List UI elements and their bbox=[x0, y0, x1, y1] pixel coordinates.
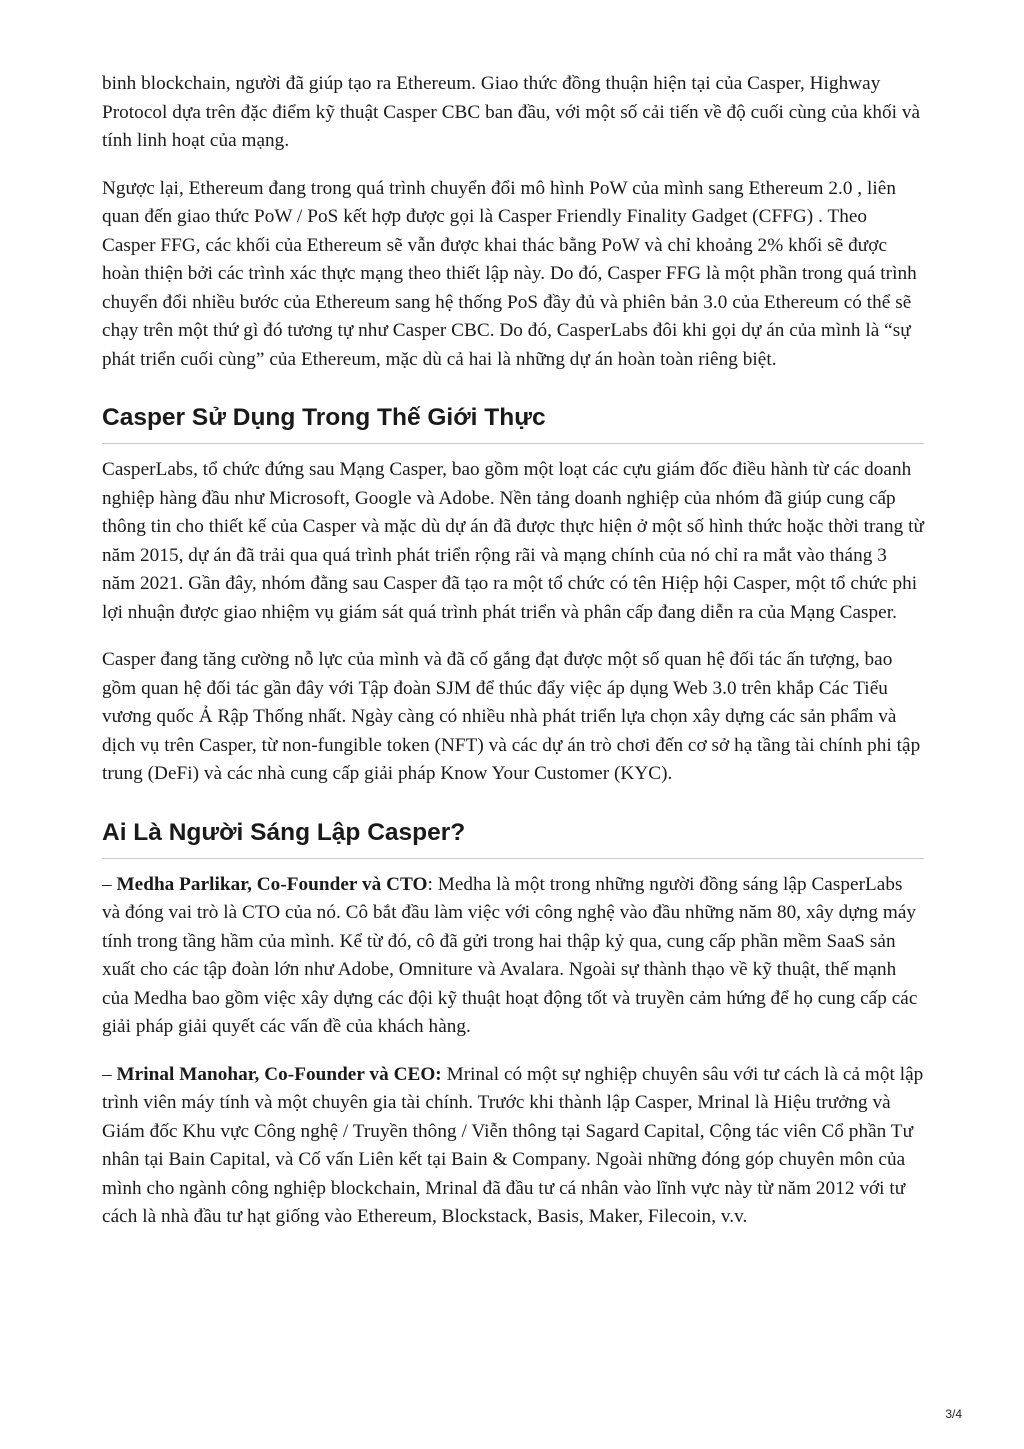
section-heading-founders: Ai Là Người Sáng Lập Casper? bbox=[102, 817, 924, 859]
paragraph-consensus-intro: binh blockchain, người đã giúp tạo ra Ethereum. Giao thức đồng thuận hiện tại của Casper, Highway Protocol dựa trên đặc điểm kỹ thuật Casper CBC ban đầu, với một số cải tiến về độ cuối cùng của khối và tính linh hoạt của mạng. bbox=[102, 73, 921, 151]
founder-dash: – bbox=[102, 1063, 117, 1085]
paragraph-founder-medha bbox=[102, 871, 924, 1042]
founder-dash: – bbox=[102, 873, 117, 895]
paragraph-casperlabs-org: CasperLabs, tổ chức đứng sau Mạng Casper, bao gồm một loạt các cựu giám đốc điều hành từ các doanh nghiệp hàng đầu như Microsoft, Google và Adobe. Nền tảng doanh nghiệp của nhóm đã giúp cung cấp thông tin cho thiết kế của Casper và mặc dù dự án đã được thực hiện ở một số hình thức hoặc thời trang từ năm 2015, dự án đã trải qua quá trình phát triển rộng rãi và mạng chính của nó chỉ ra mắt vào tháng 3 năm 2021. Gần đây, nhóm đằng sau Casper đã tạo ra một tổ chức có tên Hiệp hội Casper, một tổ chức phi lợi nhuận được giao nhiệm vụ giám sát quá trình phát triển và phân cấp đang diễn ra của Mạng Casper. bbox=[102, 459, 924, 623]
founder-name-mrinal: Mrinal Manohar, Co-Founder và CEO: bbox=[116, 1063, 442, 1085]
paragraph-ethereum-comparison: Ngược lại, Ethereum đang trong quá trình chuyển đổi mô hình PoW của mình sang Ethereum 2.0 , liên quan đến giao thức PoW / PoS kết hợp được gọi là Casper Friendly Finality Gadget (CFFG) . Theo Casper FFG, các khối của Ethereum sẽ vẫn được khai thác bằng PoW và chỉ khoảng 2% khối sẽ được hoàn thiện bởi các trình xác thực mạng theo thiết lập này. Do đó, Casper FFG là một phần trong quá trình chuyển đổi nhiều bước của Ethereum sang hệ thống PoS đầy đủ và phiên bản 3.0 của Ethereum có thể sẽ chạy trên một thứ gì đó tương tự như Casper CBC. Do đó, CasperLabs đôi khi gọi dự án của mình là “sự phát triển cuối cùng” của Ethereum, mặc dù cả hai là những dự án hoàn toàn riêng biệt. bbox=[102, 177, 917, 370]
page-number: 3/4 bbox=[945, 1407, 962, 1421]
founder-bio-medha: : Medha là một trong những người đồng sáng lập CasperLabs và đóng vai trò là CTO của nó. Cô bắt đầu làm việc với công nghệ vào đầu những năm 80, xây dựng máy tính trong tầng hầm của mình. Kể từ đó, cô đã gửi trong hai thập kỷ qua, cung cấp phần mềm SaaS sản xuất cho các tập đoàn lớn như Adobe, Omniture và Avalara. Ngoài sự thành thạo về kỹ thuật, thế mạnh của Medha bao gồm việc xây dựng các đội kỹ thuật hoạt động tốt và truyền cảm hứng để họ cung cấp các giải pháp giải quyết các vấn đề của khách hàng. bbox=[102, 873, 918, 1037]
founder-bio-mrinal: Mrinal có một sự nghiệp chuyên sâu với tư cách là cả một lập trình viên máy tính và một chuyên gia tài chính. Trước khi thành lập Casper, Mrinal là Hiệu trưởng và Giám đốc Khu vực Công nghệ / Truyền thông / Viễn thông tại Sagard Capital, Cộng tác viên Cổ phần Tư nhân tại Bain Capital, và Cố vấn Liên kết tại Bain & Company. Ngoài những đóng góp chuyên môn của mình cho ngành công nghiệp blockchain, Mrinal đã đầu tư cá nhân vào lĩnh vực này từ năm 2012 với tư cách là nhà đầu tư hạt giống vào Ethereum, Blockstack, Basis, Maker, Filecoin, v.v. bbox=[102, 1063, 924, 1227]
section-heading-real-world-use: Casper Sử Dụng Trong Thế Giới Thực bbox=[102, 402, 924, 444]
document-page bbox=[102, 70, 924, 1251]
paragraph-partnerships: Casper đang tăng cường nỗ lực của mình và đã cố gắng đạt được một số quan hệ đối tác ấn tượng, bao gồm quan hệ đối tác gần đây với Tập đoàn SJM để thúc đẩy việc áp dụng Web 3.0 trên khắp Các Tiểu vương quốc Ả Rập Thống nhất. Ngày càng có nhiều nhà phát triển lựa chọn xây dựng các sản phẩm và dịch vụ trên Casper, từ non-fungible token (NFT) và các dự án trò chơi đến cơ sở hạ tầng tài chính phi tập trung (DeFi) và các nhà cung cấp giải pháp Know Your Customer (KYC). bbox=[102, 649, 921, 784]
founder-name-medha: Medha Parlikar, Co-Founder và CTO bbox=[116, 873, 428, 895]
paragraph-founder-mrinal bbox=[102, 1061, 924, 1232]
